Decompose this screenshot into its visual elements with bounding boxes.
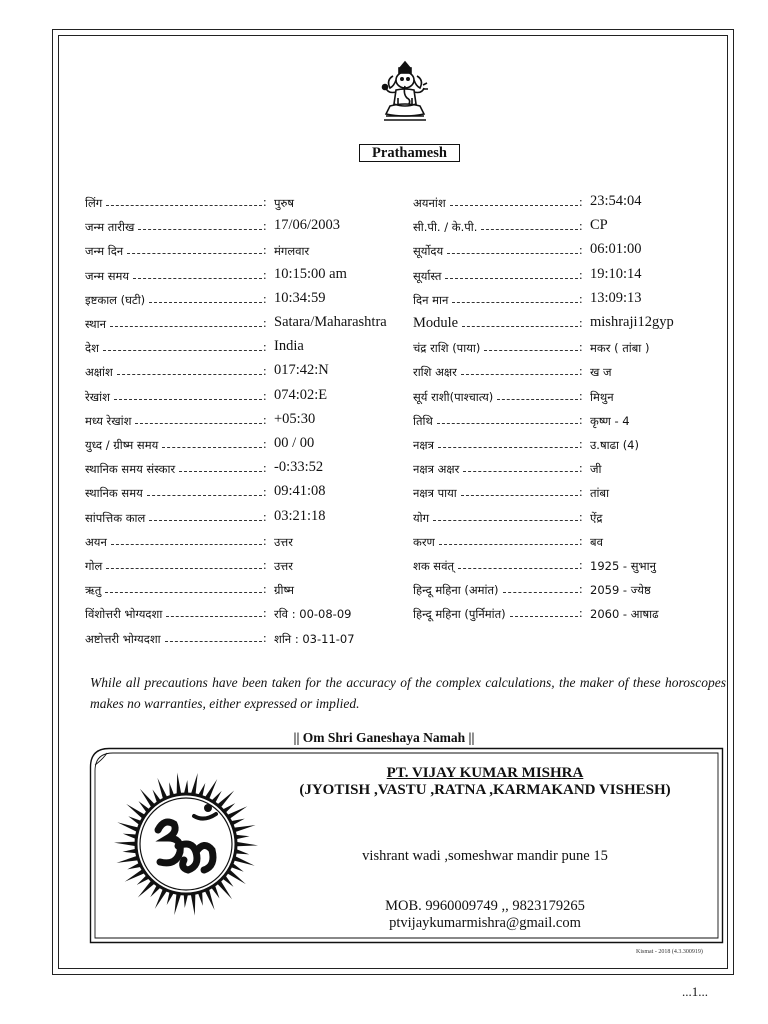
detail-label: योग: [413, 510, 430, 525]
separator-colon: :: [263, 532, 267, 548]
detail-label: राशि अक्षर: [413, 365, 457, 380]
detail-label: करण: [413, 534, 435, 549]
detail-label: गोल: [85, 559, 103, 573]
leader-dots: [114, 399, 262, 400]
sun-ray: [191, 773, 198, 796]
leader-dots: [149, 520, 262, 521]
detail-value: 10:15:00 am: [274, 265, 347, 282]
ganesha-icon: [376, 58, 434, 124]
leader-dots: [106, 568, 262, 569]
detail-value: 09:41:08: [274, 483, 326, 500]
om-shri-ganeshaya-namah: || Om Shri Ganeshaya Namah ||: [293, 730, 475, 745]
leader-dots: [165, 641, 262, 642]
left-detail-row: [85, 508, 434, 530]
separator-colon: :: [579, 557, 583, 572]
leader-dots: [503, 592, 578, 593]
leader-dots: [461, 374, 578, 375]
leader-dots: [433, 520, 578, 521]
separator-colon: :: [263, 557, 267, 572]
leader-dots: [105, 592, 262, 593]
separator-colon: :: [579, 532, 583, 548]
leader-dots: [135, 423, 262, 424]
separator-colon: :: [579, 484, 583, 500]
detail-value: 017:42:N: [274, 362, 329, 379]
detail-label: लिंग: [85, 196, 103, 210]
left-detail-row: [85, 338, 434, 360]
page-number: ...1...: [682, 984, 708, 999]
separator-colon: :: [579, 508, 583, 524]
detail-value: India: [274, 338, 304, 355]
detail-value: 03:21:18: [274, 507, 326, 524]
detail-label: सी.पी. / के.पी.: [413, 220, 478, 235]
separator-colon: :: [579, 460, 583, 476]
detail-value: मंगलवार: [274, 244, 310, 259]
astrologer-services: (JYOTISH ,VASTU ,RATNA ,KARMAKAND VISHESH): [299, 782, 671, 798]
left-detail-row: [85, 435, 434, 457]
detail-value: +05:30: [274, 410, 316, 427]
detail-label: सूर्योदय: [413, 244, 444, 259]
separator-colon: :: [579, 266, 583, 282]
separator-colon: :: [263, 460, 267, 476]
separator-colon: :: [263, 484, 267, 500]
leader-dots: [462, 326, 578, 327]
detail-value: 1925 - सुभानु: [590, 559, 656, 573]
leader-dots: [166, 616, 262, 617]
left-detail-row: [85, 629, 434, 651]
right-detail-row: [413, 532, 750, 554]
left-detail-row: [85, 217, 434, 239]
detail-value: 10:34:59: [274, 289, 326, 306]
leader-dots: [117, 374, 262, 375]
leader-dots: [452, 302, 578, 303]
detail-label: अष्टोत्तरी भोग्यदशा: [85, 631, 161, 646]
left-detail-row: [85, 483, 434, 505]
detail-label: जन्म तारीख: [85, 220, 135, 235]
detail-value: पुरुष: [274, 196, 295, 210]
detail-value: बव: [590, 534, 603, 549]
separator-colon: :: [263, 363, 267, 379]
separator-colon: :: [263, 315, 267, 330]
separator-colon: :: [263, 581, 267, 597]
separator-colon: :: [579, 290, 583, 306]
detail-label: मध्य रेखांश: [85, 413, 132, 428]
separator-colon: :: [579, 387, 583, 403]
detail-label: देश: [85, 341, 99, 356]
left-detail-row: [85, 290, 434, 312]
detail-value: 2059 - ज्येष्ठ: [590, 583, 651, 598]
detail-value: ख ज: [590, 365, 612, 380]
detail-label: स्थान: [85, 317, 106, 331]
detail-value: 074:02:E: [274, 386, 328, 403]
detail-value: Satara/Maharashtra: [274, 314, 387, 330]
detail-value: CP: [590, 217, 608, 234]
detail-value: ग्रीष्म: [274, 583, 294, 598]
left-detail-row: [85, 580, 434, 602]
separator-colon: :: [579, 605, 583, 621]
detail-value: 13:09:13: [590, 289, 642, 306]
separator-colon: :: [263, 436, 267, 451]
separator-colon: :: [263, 605, 267, 621]
right-detail-row: [413, 266, 750, 288]
detail-label: सूर्य राशी(पाश्चात्य): [413, 389, 494, 404]
sun-ray: [177, 773, 182, 796]
detail-label: अयन: [85, 534, 107, 549]
detail-label: युध्द / ग्रीष्म समय: [85, 438, 159, 452]
leader-dots: [127, 253, 262, 254]
leader-dots: [497, 399, 578, 400]
leader-dots: [484, 350, 578, 351]
detail-value: 19:10:14: [590, 265, 642, 282]
leader-dots: [103, 350, 262, 351]
om-symbol-icon: [112, 770, 260, 918]
detail-value: कृष्ण - 4: [590, 413, 630, 428]
leader-dots: [149, 302, 262, 303]
leader-dots: [447, 253, 578, 254]
separator-colon: :: [579, 581, 583, 597]
leader-dots: [510, 616, 578, 617]
detail-label: जन्म दिन: [85, 244, 124, 259]
leader-dots: [438, 447, 578, 448]
right-detail-row: [413, 483, 750, 505]
detail-value: 17/06/2003: [274, 217, 341, 234]
leader-dots: [458, 568, 578, 569]
right-detail-row: [413, 580, 750, 602]
disclaimer-text: While all precautions have been taken for the accuracy of the complex calculations, the maker of these horoscopes makes no warranties, either expressed or implied.: [90, 675, 726, 711]
sun-ray: [235, 842, 258, 847]
left-detail-row: [85, 556, 434, 578]
detail-value: मिथुन: [590, 389, 614, 404]
detail-value: शनि : 03-11-07: [274, 631, 355, 646]
detail-label: स्थानिक समय: [85, 486, 143, 501]
leader-dots: [106, 205, 262, 206]
astrologer-name: PT. VIJAY KUMAR MISHRA: [386, 765, 584, 781]
detail-label: दिन मान: [413, 292, 449, 307]
detail-value: तांबा: [590, 486, 610, 501]
leader-dots: [463, 471, 578, 472]
separator-colon: :: [263, 629, 267, 645]
left-detail-row: [85, 387, 434, 409]
detail-value: जी: [590, 462, 602, 477]
software-version-note: Kismat - 2018 (4.3.300919): [636, 949, 703, 955]
left-detail-row: [85, 266, 434, 288]
separator-colon: :: [579, 315, 583, 330]
right-detail-row: [413, 217, 750, 239]
leader-dots: [437, 423, 578, 424]
separator-colon: :: [263, 194, 267, 209]
right-detail-row: [413, 435, 750, 457]
leader-dots: [450, 205, 578, 206]
detail-label: शक सवंत्: [413, 559, 455, 573]
separator-colon: :: [263, 242, 267, 258]
right-detail-row: [413, 314, 750, 336]
right-detail-row: [413, 241, 750, 263]
right-detail-row: [413, 387, 750, 409]
separator-colon: :: [579, 411, 583, 427]
leader-dots: [147, 495, 262, 496]
left-detail-row: [85, 604, 434, 626]
detail-value: mishraji12gyp: [590, 314, 674, 330]
detail-value: -0:33:52: [274, 459, 324, 476]
left-detail-row: [85, 532, 434, 554]
horoscope-name: Prathamesh: [359, 144, 460, 162]
astrologer-email: ptvijaykumarmishra@gmail.com: [389, 915, 581, 931]
left-detail-row: [85, 459, 434, 481]
leader-dots: [133, 278, 262, 279]
left-detail-row: [85, 314, 434, 336]
detail-label: नक्षत्र पाया: [413, 486, 457, 501]
leader-dots: [138, 229, 262, 230]
detail-value: 00 / 00: [274, 435, 315, 451]
separator-colon: :: [263, 266, 267, 282]
leader-dots: [439, 544, 578, 545]
detail-label: सांपत्तिक काल: [85, 510, 146, 525]
detail-label: विंशोत्तरी भोग्यदशा: [85, 607, 163, 622]
detail-value: ऐंद्र: [590, 510, 603, 525]
detail-label: जन्म समय: [85, 268, 130, 283]
leader-dots: [461, 495, 578, 496]
right-detail-row: [413, 508, 750, 530]
separator-colon: :: [579, 363, 583, 379]
separator-colon: :: [579, 218, 583, 234]
right-detail-row: [413, 290, 750, 312]
detail-label: सूर्यास्त: [413, 268, 442, 283]
detail-label: हिन्दू महिना (पुर्निमांत): [413, 607, 506, 622]
separator-colon: :: [579, 339, 583, 355]
detail-label: नक्षत्र अक्षर: [413, 462, 460, 477]
detail-label: ऋतु: [85, 583, 102, 598]
detail-label: अयनांश: [413, 196, 446, 210]
separator-colon: :: [263, 290, 267, 306]
sun-ray: [191, 892, 196, 915]
detail-value: उ.षाढा (4): [590, 438, 639, 452]
right-detail-row: [413, 362, 750, 384]
leader-dots: [111, 544, 262, 545]
left-detail-row: [85, 362, 434, 384]
right-detail-row: [413, 338, 750, 360]
left-detail-row: [85, 241, 434, 263]
right-detail-row: [413, 604, 750, 626]
detail-label: हिन्दू महिना (अमांत): [413, 583, 499, 598]
separator-colon: :: [263, 387, 267, 403]
left-detail-row: [85, 411, 434, 433]
astrologer-mobile: MOB. 9960009749 ,, 9823179265: [385, 898, 585, 914]
separator-colon: :: [263, 508, 267, 524]
separator-colon: :: [579, 242, 583, 258]
separator-colon: :: [579, 194, 583, 209]
detail-value: 2060 - आषाढ: [590, 607, 659, 622]
detail-label: तिथि: [413, 413, 433, 428]
detail-label: नक्षत्र: [413, 438, 434, 452]
detail-value: रवि : 00-08-09: [274, 607, 352, 622]
astrologer-address: vishrant wadi ,someshwar mandir pune 15: [362, 848, 608, 864]
detail-value: उत्तर: [274, 534, 293, 549]
detail-value: 06:01:00: [590, 241, 642, 258]
detail-label: इष्टकाल (घटी): [85, 292, 146, 307]
detail-label: स्थानिक समय संस्कार: [85, 462, 176, 477]
detail-value: मकर ( तांबा ): [590, 341, 650, 356]
detail-label: अक्षांश: [85, 365, 113, 380]
leader-dots: [481, 229, 578, 230]
detail-label: रेखांश: [85, 389, 110, 404]
leader-dots: [179, 471, 262, 472]
right-detail-row: [413, 459, 750, 481]
right-detail-row: [413, 411, 750, 433]
detail-value: 23:54:04: [590, 193, 642, 209]
sun-ray: [114, 842, 137, 847]
leader-dots: [162, 447, 262, 448]
detail-label: चंद्र राशि (पाया): [413, 341, 481, 356]
detail-value: उत्तर: [274, 559, 293, 573]
left-detail-row: [85, 193, 434, 215]
separator-colon: :: [579, 436, 583, 451]
right-detail-row: [413, 193, 750, 215]
detail-label: Module: [413, 315, 459, 331]
sun-ray: [174, 892, 181, 915]
leader-dots: [445, 278, 578, 279]
separator-colon: :: [263, 218, 267, 234]
separator-colon: :: [263, 339, 267, 355]
leader-dots: [110, 326, 262, 327]
right-detail-row: [413, 556, 750, 578]
separator-colon: :: [263, 411, 267, 427]
